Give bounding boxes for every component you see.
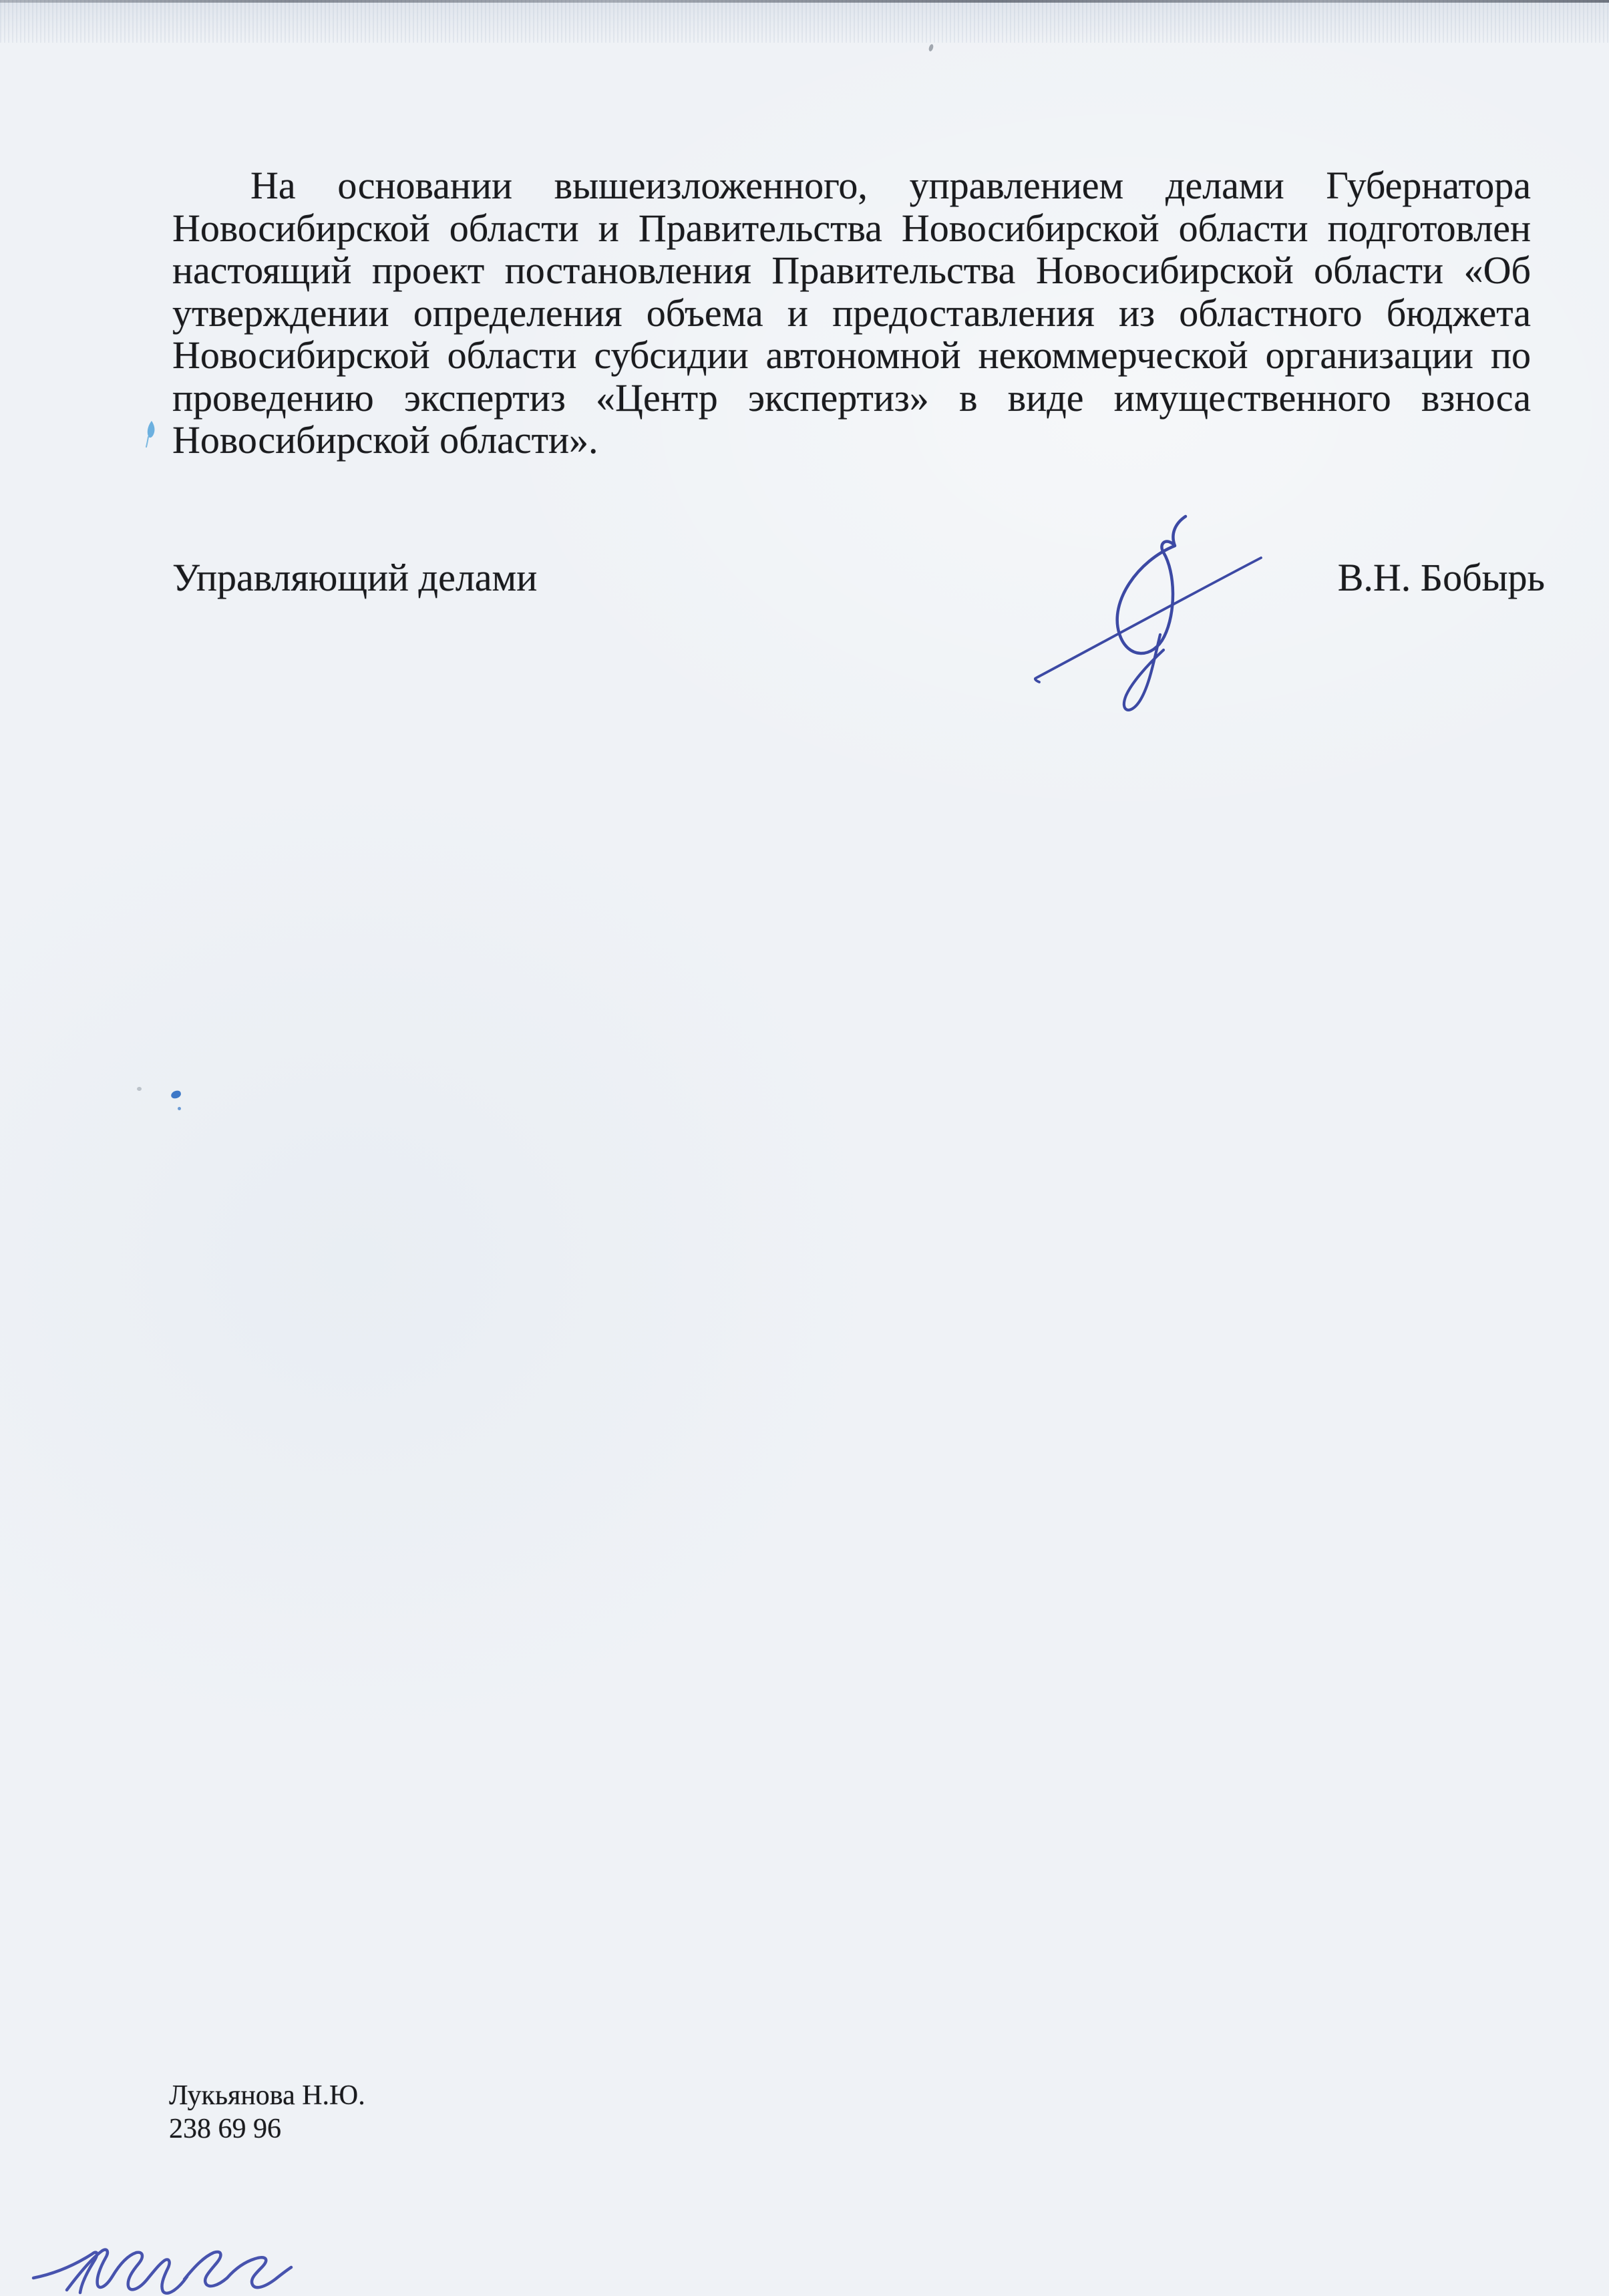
executor-name: Лукьянова Н.Ю. [169,2080,365,2111]
paper-speck [928,43,934,51]
paragraph-line: Новосибирской области». [172,418,598,462]
blue-ink-dot [170,1090,182,1100]
executor-phone: 238 69 96 [169,2114,281,2144]
blot-tail [146,437,148,447]
signature-loop-stroke [1117,516,1186,653]
body-paragraph [172,164,1531,462]
paper-speck [137,1087,142,1091]
signature-row [172,556,1545,599]
paragraph-line: На основании вышеизложенного, управлением делами Губернатора [250,164,1531,207]
signatory-title: Управляющий делами [172,556,538,599]
bottom-scribble-signature [27,2237,294,2296]
handwritten-signature-icon [995,491,1282,718]
signatory-name: В.Н. Бобырь [1337,556,1545,599]
paragraph-line: Новосибирской области и Правительства Новосибирской области подготовлен [172,206,1531,250]
paragraph-line: утверждении определения объема и предоставления из областного бюджета [172,291,1531,335]
scribble-stroke [184,2252,291,2287]
blot-shape [148,421,155,438]
scan-top-shading [0,0,1609,43]
paragraph-line: проведению экспертиз «Центр экспертиз» в виде имущественного взноса [172,375,1531,420]
scribble-stroke [67,2250,187,2293]
paragraph-line: настоящий проект постановления Правительства Новосибирской области «Об [172,249,1531,292]
scan-edge-line [0,0,1609,3]
blue-ink-dot-small [178,1107,181,1110]
paragraph-line: Новосибирской области субсидии автономной некоммерческой организации по [172,333,1531,377]
signature-tail-stroke [1124,635,1164,710]
scribble-stroke [33,2253,97,2293]
light-ink-blot [145,420,157,449]
executor-block [169,2079,365,2146]
